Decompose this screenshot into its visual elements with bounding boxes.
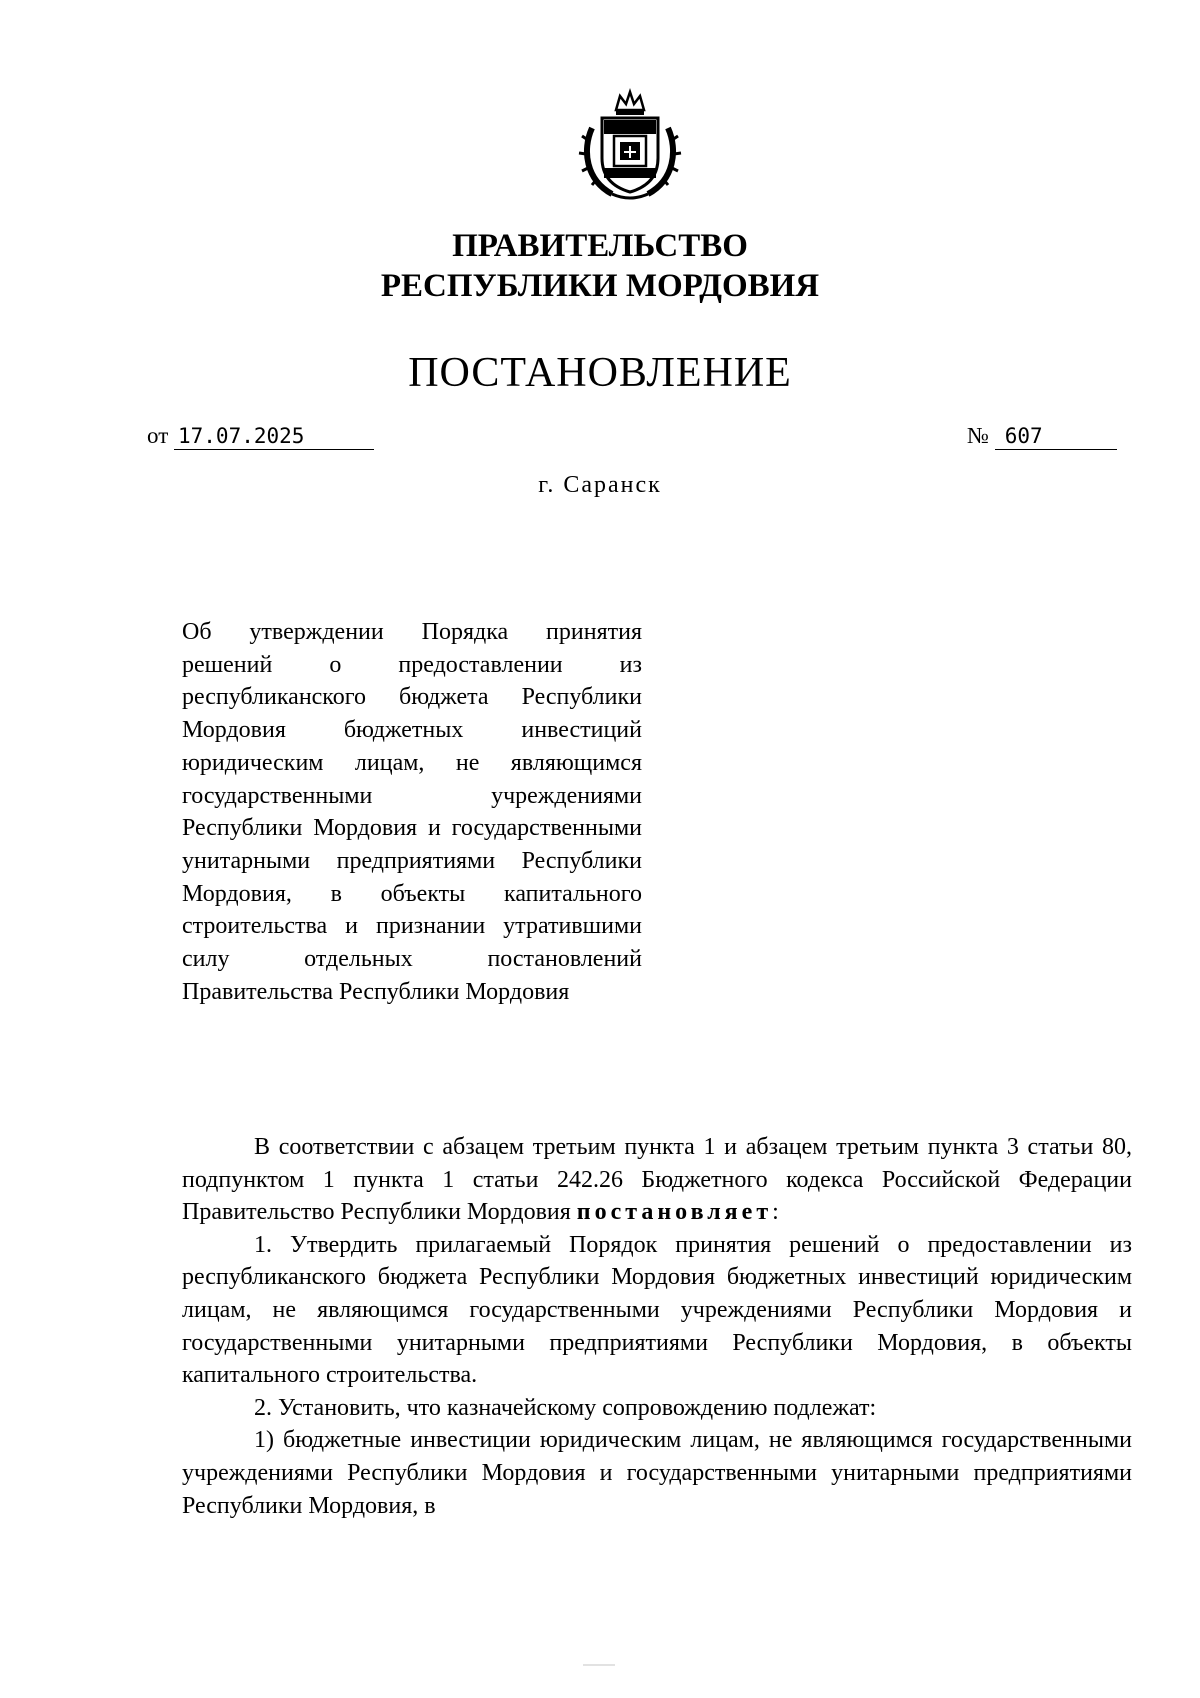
government-title: ПРАВИТЕЛЬСТВО xyxy=(452,228,748,264)
scan-artifact xyxy=(583,1664,615,1666)
document-number xyxy=(967,421,1117,451)
decree-verb: постановляет xyxy=(576,1199,773,1226)
item-1: 1. Утвердить прилагаемый Порядок принятия решений о предоставлении из республиканского бюджета Республики Мордовия бюджетных инвестиций юридическим лицам, не являющимся государственными учреждениями Республики Мордовия и государственными унитарными предприятиями Республики Мордовия, в объекты капитального строительства. xyxy=(182,1231,1132,1389)
document-subject: Об утверждении Порядка принятия решений о предоставлении из республиканского бюджета Республики Мордовия бюджетных инвестиций юридическим лицам, не являющимся государственными учреждениями Республики Мордовия и государственными унитарными предприятиями Республики Мордовия, в объекты капитального строительства и признании утратившими силу отдельных постановлений Правительства Республики Мордовия xyxy=(182,619,642,1005)
number-value: 607 xyxy=(995,423,1117,450)
document-type-title: ПОСТАНОВЛЕНИЕ xyxy=(408,350,792,396)
coat-of-arms-icon xyxy=(578,88,682,204)
preamble-text: В соответствии с абзацем третьим пункта 1 и абзацем третьим пункта 3 статьи 80, подпунктом 1 пункта 1 статьи 242.26 Бюджетного кодекса Российской Федерации Правительство Республики Мордовия xyxy=(182,1134,1132,1226)
item-2: 2. Установить, что казначейскому сопровождению подлежат: xyxy=(254,1394,877,1421)
city: г. Саранск xyxy=(538,472,662,498)
item-2-1: 1) бюджетные инвестиции юридическим лицам, не являющимся государственными учреждениями Республики Мордовия и государственными унитарными предприятиями Республики Мордовия, в xyxy=(182,1427,1132,1519)
preamble-paragraph xyxy=(182,1131,1132,1229)
document-date xyxy=(147,421,374,451)
date-prefix: от xyxy=(147,423,169,448)
decree-colon: : xyxy=(772,1199,779,1226)
date-value: 17.07.2025 xyxy=(174,423,374,450)
government-title-republic: РЕСПУБЛИКИ МОРДОВИЯ xyxy=(380,268,820,304)
document-body xyxy=(182,1131,1132,1522)
number-prefix: № xyxy=(967,423,989,448)
